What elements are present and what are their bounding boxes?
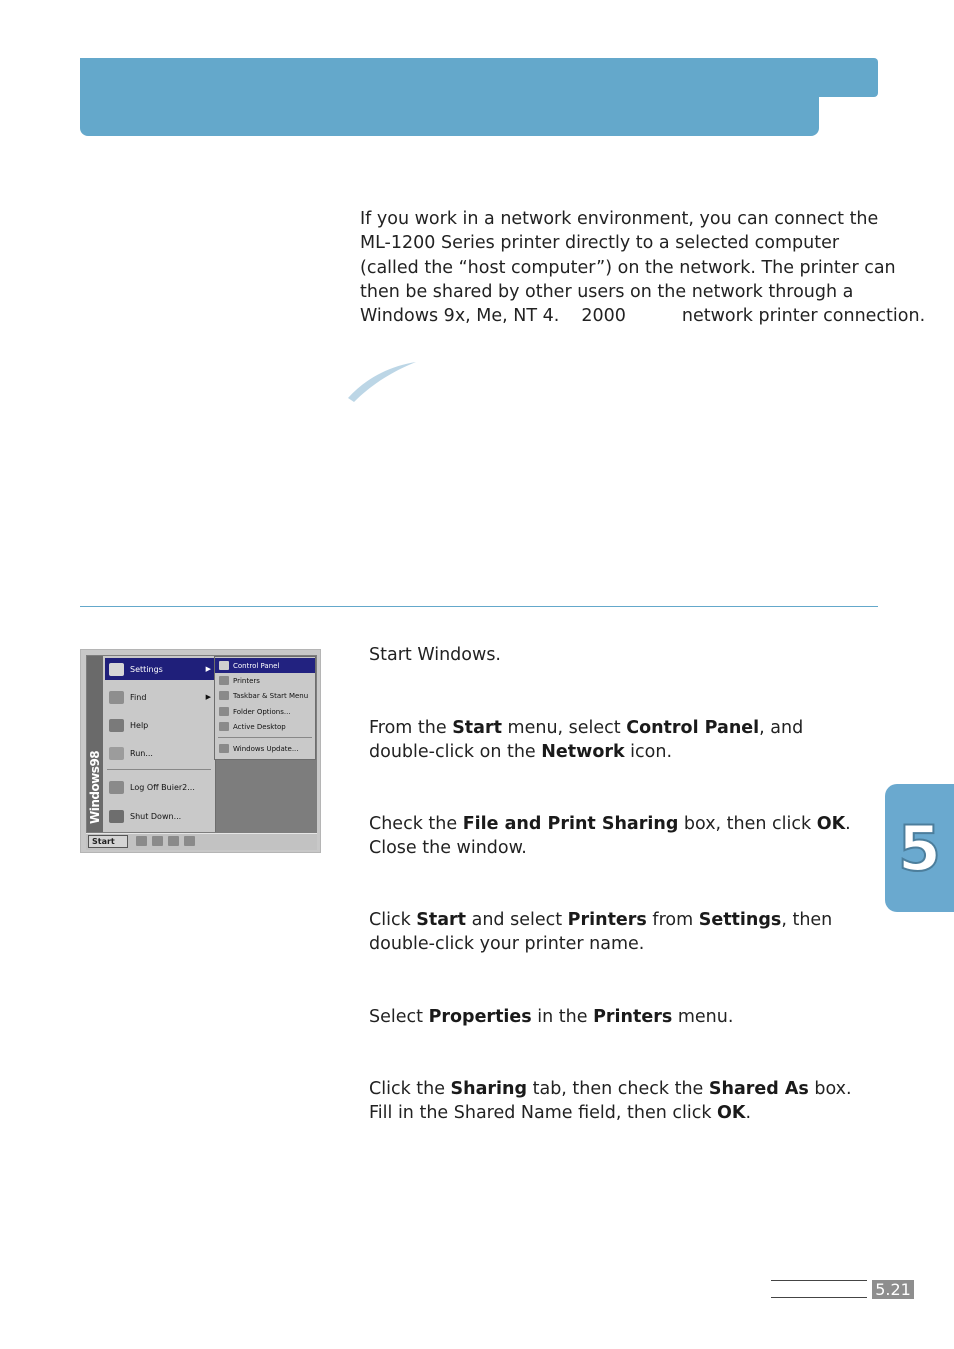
submenu-item-windows-update[interactable]	[215, 741, 315, 756]
step-bold: Properties	[428, 1007, 532, 1027]
step-2	[369, 716, 889, 765]
start-button-label: Start	[92, 837, 115, 846]
start-menu-banner-label: Windows98	[88, 750, 102, 824]
step-2-line-2	[369, 740, 889, 764]
submenu-item-label: Windows Update...	[233, 744, 299, 753]
step-4	[369, 908, 889, 957]
step-text: in the	[531, 1007, 594, 1027]
step-bold: Sharing	[450, 1079, 528, 1099]
step-2-line-1	[369, 716, 889, 740]
step-bold: OK	[816, 814, 846, 834]
step-bold: Network	[541, 742, 625, 763]
step-bold: Settings	[698, 910, 782, 930]
step-text: , then	[781, 910, 833, 930]
step-text: from	[646, 910, 699, 930]
taskbar-icon	[219, 691, 229, 700]
shut-down-icon	[109, 810, 124, 823]
control-panel-icon	[219, 661, 229, 670]
submenu-item-control-panel[interactable]	[215, 658, 315, 673]
step-bold: Shared As	[708, 1079, 809, 1099]
start-menu-item-label: Run...	[130, 748, 153, 758]
section-divider	[80, 606, 878, 607]
step-text: .	[745, 1103, 752, 1124]
find-icon	[109, 691, 124, 704]
step-bold: Printers	[567, 910, 647, 930]
chapter-tab	[885, 784, 954, 912]
intro-line-5-b: 2000	[581, 306, 626, 327]
start-menu-item-label: Find	[130, 692, 147, 702]
step-bold: Printers	[593, 1007, 673, 1027]
submenu-item-label: Active Desktop	[233, 722, 286, 731]
step-4-line-2: double-click your printer name.	[369, 934, 645, 955]
submenu-separator	[218, 737, 312, 738]
settings-icon	[109, 663, 124, 676]
note-swoosh-icon	[346, 360, 418, 404]
submenu-item-folder-options[interactable]	[215, 704, 315, 719]
step-text: Check the	[369, 814, 463, 834]
active-desktop-icon	[219, 722, 229, 731]
step-3	[369, 812, 889, 861]
page-number: 5.21	[872, 1280, 914, 1299]
submenu-item-label: Printers	[233, 676, 260, 685]
step-text: Click	[369, 910, 417, 930]
step-text: Select	[369, 1007, 429, 1027]
step-text: , and	[759, 718, 804, 738]
intro-line-4: then be shared by other users on the network through a	[360, 281, 854, 302]
submenu-arrow-icon: ▶	[205, 693, 211, 701]
submenu-arrow-icon: ▶	[205, 665, 211, 673]
start-menu-item-settings[interactable]	[105, 658, 215, 680]
intro-line-5-a: Windows 9x, Me, NT 4.	[360, 306, 560, 327]
intro-line-1: If you work in a network environment, you can connect the	[360, 209, 879, 229]
start-menu	[87, 656, 216, 832]
quick-launch-icon[interactable]	[168, 836, 179, 846]
quick-launch-icon[interactable]	[152, 836, 163, 846]
chapter-number: 5	[897, 811, 942, 885]
start-menu-item-run[interactable]	[105, 742, 215, 764]
intro-line-5	[360, 304, 926, 328]
start-menu-item-help[interactable]	[105, 714, 215, 736]
intro-paragraph	[360, 207, 926, 328]
step-4-line-1	[369, 908, 889, 932]
start-menu-item-label: Log Off Buier2...	[130, 782, 195, 792]
submenu-item-label: Control Panel	[233, 661, 280, 670]
step-text: From the	[369, 718, 453, 738]
start-button[interactable]	[88, 835, 128, 848]
step-text: box.	[808, 1079, 852, 1099]
submenu-item-printers[interactable]	[215, 673, 315, 688]
start-menu-item-label: Help	[130, 720, 149, 730]
step-text: .	[845, 814, 851, 834]
submenu-item-taskbar[interactable]	[215, 688, 315, 703]
start-menu-item-log-off[interactable]	[105, 776, 215, 798]
step-text: box, then click	[678, 814, 817, 834]
step-bold: File and Print Sharing	[462, 814, 679, 834]
step-text: menu.	[672, 1007, 734, 1027]
header-banner-body	[80, 58, 819, 136]
step-bold: Start	[416, 910, 467, 930]
step-text: Click the	[369, 1079, 451, 1099]
step-5	[369, 1005, 889, 1029]
step-3-line-2: Close the window.	[369, 838, 527, 859]
submenu-item-active-desktop[interactable]	[215, 719, 315, 734]
intro-line-5-c: network printer connection.	[681, 306, 926, 327]
folder-options-icon	[219, 707, 229, 716]
start-menu-item-find[interactable]	[105, 686, 215, 708]
step-5-line-1	[369, 1005, 889, 1029]
step-bold: Control Panel	[626, 718, 760, 738]
step-1	[369, 643, 889, 667]
windows-start-menu-screenshot	[80, 649, 321, 853]
step-text: tab, then check the	[527, 1079, 709, 1099]
submenu-item-label: Folder Options...	[233, 707, 291, 716]
step-1-text: Start Windows.	[369, 645, 501, 665]
step-bold: OK	[717, 1103, 746, 1124]
step-text: Fill in the Shared Name field, then click	[369, 1103, 718, 1124]
step-text: double-click on the	[369, 742, 542, 763]
start-menu-item-label: Settings	[130, 664, 163, 674]
step-bold: Start	[452, 718, 502, 738]
taskbar	[86, 833, 317, 850]
step-text: and select	[466, 910, 568, 930]
log-off-icon	[109, 781, 124, 794]
help-icon	[109, 719, 124, 732]
windows-update-icon	[219, 744, 229, 753]
submenu-item-label: Taskbar & Start Menu	[233, 691, 309, 700]
intro-line-2: ML-1200 Series printer directly to a selected computer	[360, 233, 840, 254]
header-banner	[80, 58, 878, 136]
quick-launch	[136, 836, 195, 846]
settings-submenu	[214, 656, 316, 760]
step-6-line-1	[369, 1077, 889, 1101]
step-3-line-1	[369, 812, 889, 836]
printers-icon	[219, 676, 229, 685]
step-6	[369, 1077, 889, 1126]
run-icon	[109, 747, 124, 760]
start-menu-item-label: Shut Down...	[130, 811, 182, 821]
step-6-line-2	[369, 1101, 889, 1125]
quick-launch-icon[interactable]	[184, 836, 195, 846]
start-menu-item-shut-down[interactable]	[105, 805, 215, 827]
footer-rule	[771, 1280, 867, 1298]
step-text: icon.	[624, 742, 673, 763]
start-menu-separator	[107, 769, 211, 770]
quick-launch-icon[interactable]	[136, 836, 147, 846]
start-menu-banner	[87, 656, 103, 832]
step-text: menu, select	[501, 718, 627, 738]
intro-line-3: (called the “host computer”) on the network. The printer can	[360, 257, 896, 278]
